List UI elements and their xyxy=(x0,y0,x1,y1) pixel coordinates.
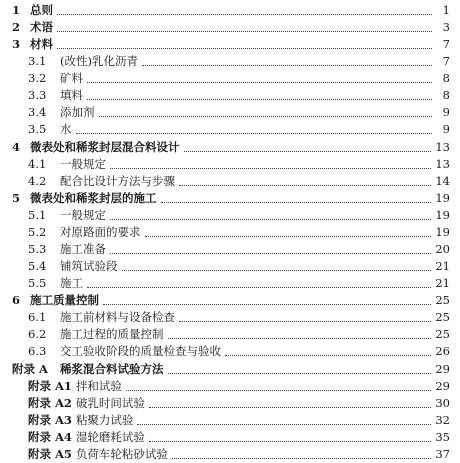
entry-title: 负荷车轮粘砂试验 xyxy=(75,447,168,461)
dot-leader xyxy=(184,150,432,152)
entry-number: 3.4 xyxy=(28,105,47,119)
dot-leader xyxy=(225,354,431,356)
entry-title: 材料 xyxy=(30,37,53,51)
toc-entry-5-1[interactable] xyxy=(28,207,450,224)
toc-entry-5-5[interactable] xyxy=(28,275,450,292)
entry-number: 附录 A4 xyxy=(28,430,72,444)
dot-leader xyxy=(57,13,432,15)
dot-leader xyxy=(179,184,431,186)
dot-leader xyxy=(142,64,432,66)
entry-number: 3.2 xyxy=(28,71,47,85)
dot-leader xyxy=(87,98,432,100)
page-number: 9 xyxy=(442,105,450,119)
dot-leader xyxy=(145,235,432,237)
entry-number: 6.1 xyxy=(28,310,47,324)
dot-leader xyxy=(57,47,432,49)
entry-number: 4.2 xyxy=(28,174,47,188)
toc-entry-chapter-6[interactable] xyxy=(12,292,450,309)
entry-title: 一般规定 xyxy=(60,157,106,171)
entry-number: 3.3 xyxy=(28,88,47,102)
page-number: 9 xyxy=(442,122,450,136)
entry-title: 微表处和稀浆封层混合料设计 xyxy=(30,140,180,154)
entry-title: 填料 xyxy=(60,88,83,102)
dot-leader xyxy=(149,440,431,442)
page-number: 19 xyxy=(435,208,450,222)
toc-entry-chapter-2[interactable] xyxy=(12,19,450,36)
toc-entry-appendix-a3[interactable] xyxy=(28,412,450,429)
toc-entry-appendix-a2[interactable] xyxy=(28,395,450,412)
dot-leader xyxy=(87,81,432,83)
entry-title: 稀浆混合料试验方法 xyxy=(60,362,164,376)
entry-number: 6.3 xyxy=(28,344,47,358)
entry-title: 水 xyxy=(60,122,72,136)
dot-leader xyxy=(149,406,431,408)
entry-number: 5.2 xyxy=(28,225,47,239)
toc-entry-chapter-4[interactable] xyxy=(12,139,450,156)
entry-number: 附录 A2 xyxy=(28,396,72,410)
entry-number: 3 xyxy=(12,37,21,51)
page-number: 25 xyxy=(435,310,450,324)
entry-number: 5 xyxy=(12,191,21,205)
toc-entry-6-1[interactable] xyxy=(28,309,450,326)
entry-number: 附录 A1 xyxy=(28,379,72,393)
dot-leader xyxy=(110,252,431,254)
entry-title: 施工过程的质量控制 xyxy=(60,327,164,341)
dot-leader xyxy=(87,286,431,288)
dot-leader xyxy=(122,269,432,271)
entry-title: 粘聚力试验 xyxy=(75,413,134,427)
page-number: 25 xyxy=(435,293,450,307)
entry-number: 附录 A5 xyxy=(28,447,72,461)
entry-number: 5.4 xyxy=(28,259,47,273)
toc-entry-3-3[interactable] xyxy=(28,87,450,104)
entry-title: 交工验收阶段的质量检查与验收 xyxy=(60,344,221,358)
toc-entry-5-2[interactable] xyxy=(28,224,450,241)
page-number: 19 xyxy=(435,191,450,205)
entry-title: 施工准备 xyxy=(60,242,106,256)
page-number: 30 xyxy=(435,396,450,410)
dot-leader xyxy=(76,132,433,134)
page-number: 7 xyxy=(442,37,450,51)
page-number: 14 xyxy=(435,174,450,188)
entry-number: 2 xyxy=(12,20,21,34)
page-number: 8 xyxy=(442,88,450,102)
entry-number: 附录 A xyxy=(12,362,48,376)
toc-entry-3-4[interactable] xyxy=(28,104,450,121)
toc-entry-chapter-3[interactable] xyxy=(12,36,450,53)
entry-number: 5.5 xyxy=(28,276,47,290)
entry-title: 铺筑试验段 xyxy=(60,259,118,273)
page-number: 37 xyxy=(435,447,450,461)
entry-number: 5.1 xyxy=(28,208,47,222)
toc-entry-5-4[interactable] xyxy=(28,258,450,275)
toc-entry-4-2[interactable] xyxy=(28,173,450,190)
page-number: 35 xyxy=(435,430,450,444)
page-number: 3 xyxy=(442,20,450,34)
entry-number: 3.5 xyxy=(28,122,47,136)
entry-number: 6.2 xyxy=(28,327,47,341)
page-number: 25 xyxy=(435,327,450,341)
toc-entry-6-2[interactable] xyxy=(28,326,450,343)
entry-title: 总则 xyxy=(30,3,53,17)
toc-entry-3-2[interactable] xyxy=(28,70,450,87)
page-number: 26 xyxy=(435,344,450,358)
page-number: 1 xyxy=(442,3,450,17)
entry-number: 附录 A3 xyxy=(28,413,72,427)
toc-entry-5-3[interactable] xyxy=(28,241,450,258)
entry-title: 施工前材料与设备检查 xyxy=(60,310,175,324)
page-number: 21 xyxy=(435,276,450,290)
entry-title: 湿轮磨耗试验 xyxy=(75,430,145,444)
dot-leader xyxy=(168,372,432,374)
dot-leader xyxy=(168,337,432,339)
entry-title: (改性)乳化沥青 xyxy=(60,54,138,68)
page-number: 19 xyxy=(435,225,450,239)
toc-entry-appendix-a1[interactable] xyxy=(28,378,450,395)
toc-entry-4-1[interactable] xyxy=(28,156,450,173)
entry-title: 拌和试验 xyxy=(75,379,122,393)
toc-entry-appendix-a5[interactable] xyxy=(28,446,450,463)
dot-leader xyxy=(161,201,432,203)
toc-entry-appendix-a4[interactable] xyxy=(28,429,450,446)
toc-entry-6-3[interactable] xyxy=(28,343,450,360)
page-number: 21 xyxy=(435,259,450,273)
entry-title: 施工 xyxy=(60,276,83,290)
toc-entry-3-1[interactable] xyxy=(28,53,450,70)
page-number: 32 xyxy=(435,413,450,427)
entry-number: 3.1 xyxy=(28,54,47,68)
dot-leader xyxy=(103,303,431,305)
dot-leader xyxy=(172,457,431,459)
dot-leader xyxy=(110,167,431,169)
entry-title: 添加剂 xyxy=(60,105,95,119)
entry-number: 4 xyxy=(12,140,21,154)
entry-title: 对原路面的要求 xyxy=(60,225,141,239)
dot-leader xyxy=(57,30,432,32)
toc-entry-chapter-5[interactable] xyxy=(12,190,450,207)
dot-leader xyxy=(110,218,431,220)
dot-leader xyxy=(99,115,433,117)
page-number: 7 xyxy=(442,54,450,68)
entry-number: 5.3 xyxy=(28,242,47,256)
page-number: 13 xyxy=(435,157,450,171)
dot-leader xyxy=(137,423,431,425)
toc-entry-3-5[interactable] xyxy=(28,121,450,138)
dot-leader xyxy=(126,389,431,391)
entry-number: 6 xyxy=(12,293,21,307)
entry-title: 配合比设计方法与步骤 xyxy=(60,174,175,188)
page-number: 8 xyxy=(442,71,450,85)
entry-title: 施工质量控制 xyxy=(30,293,99,307)
dot-leader xyxy=(179,320,431,322)
page-number: 13 xyxy=(435,140,450,154)
page-number: 29 xyxy=(435,362,450,376)
entry-number: 1 xyxy=(12,3,21,17)
entry-title: 术语 xyxy=(30,20,53,34)
entry-number: 4.1 xyxy=(28,157,47,171)
entry-title: 破乳时间试验 xyxy=(75,396,145,410)
page-number: 29 xyxy=(435,379,450,393)
entry-title: 矿料 xyxy=(60,71,83,85)
entry-title: 一般规定 xyxy=(60,208,106,222)
toc-entry-appendix-a[interactable] xyxy=(12,361,450,378)
page-number: 20 xyxy=(435,242,450,256)
toc-entry-chapter-1[interactable] xyxy=(12,2,450,19)
entry-title: 微表处和稀浆封层的施工 xyxy=(30,191,157,205)
